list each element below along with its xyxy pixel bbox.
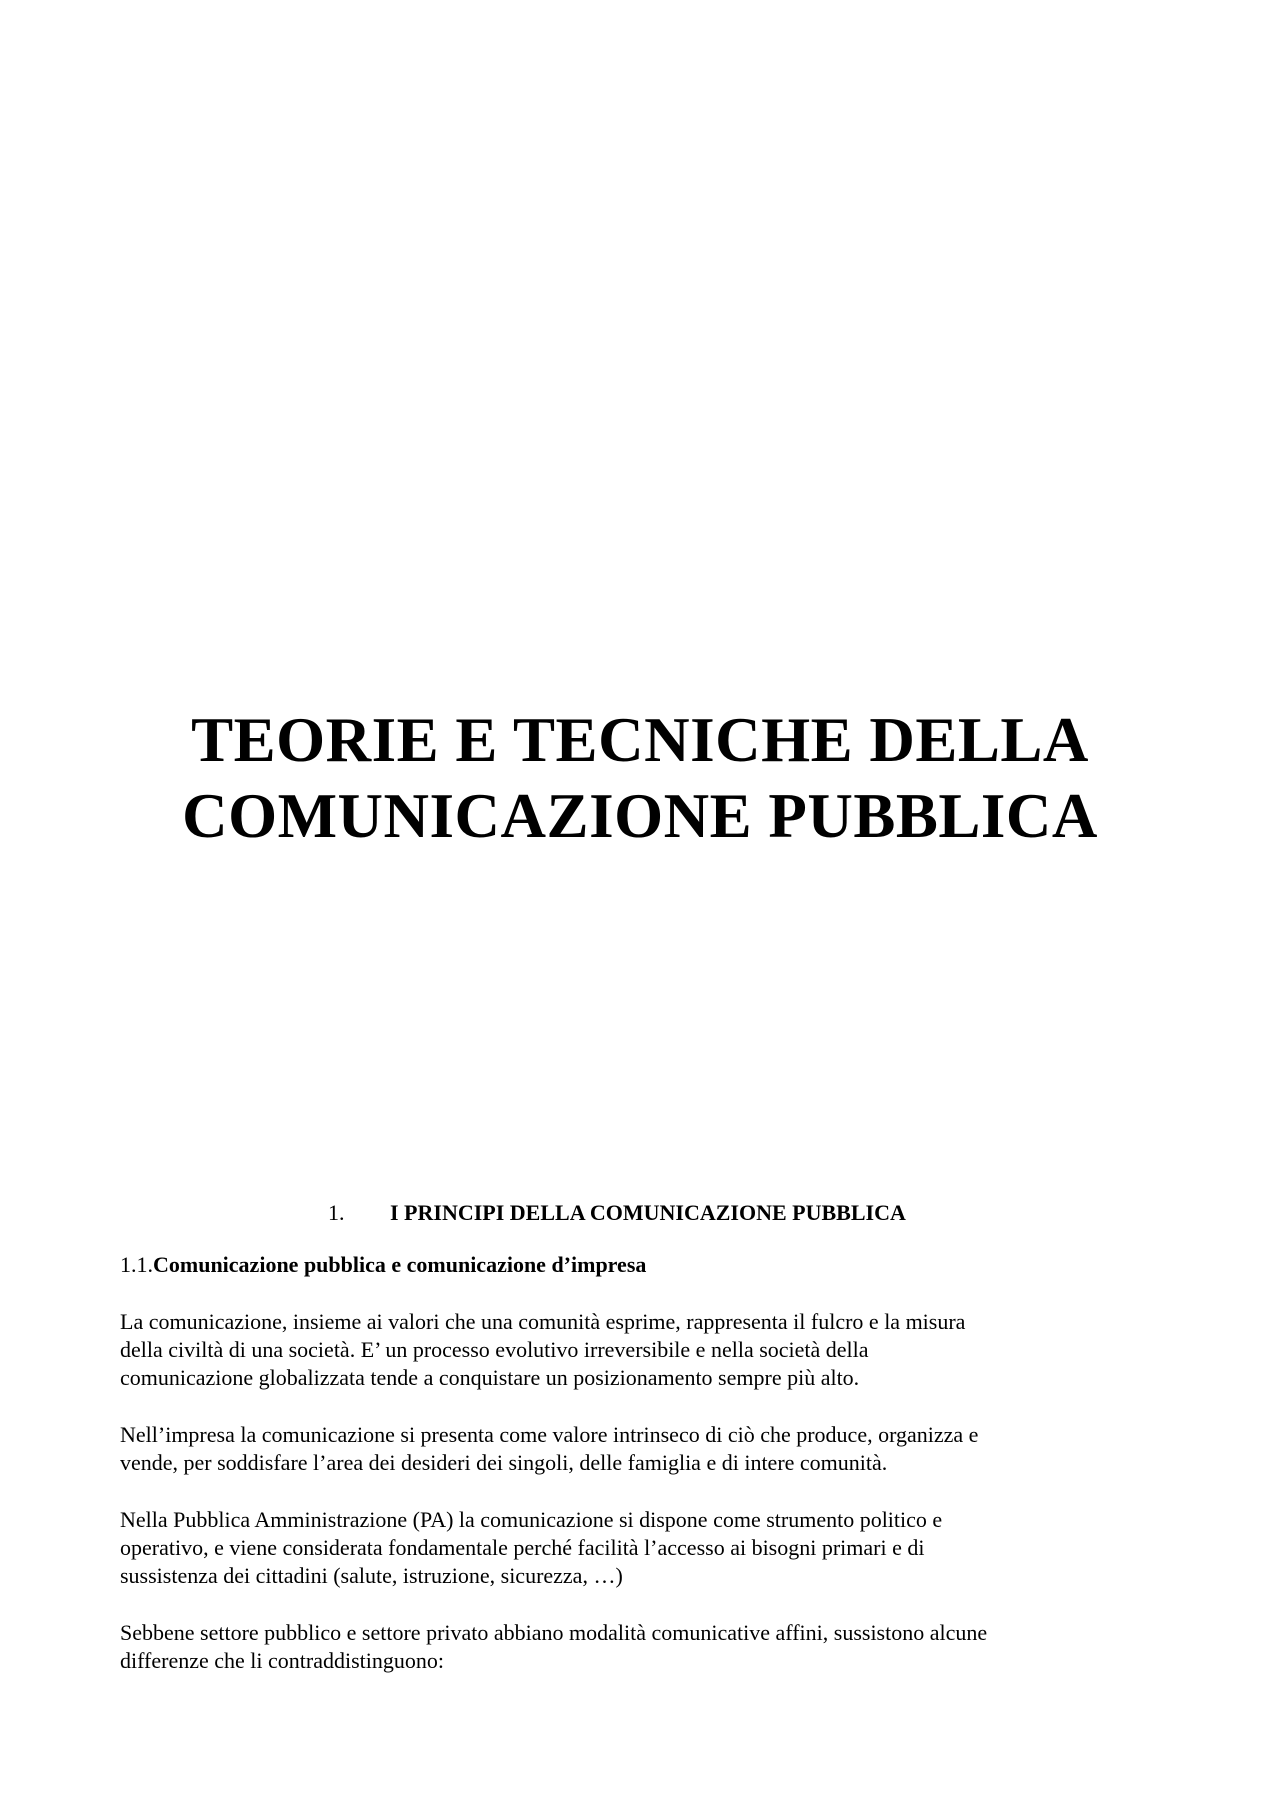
paragraph-line: sussistenza dei cittadini (salute, istruzione, sicurezza, …) <box>120 1563 623 1588</box>
paragraph-line: Nella Pubblica Amministrazione (PA) la comunicazione si dispone come strumento politico e <box>120 1507 943 1532</box>
paragraph-line: Nell’impresa la comunicazione si presenta come valore intrinseco di ciò che produce, organizza e <box>120 1422 979 1447</box>
document-title <box>0 702 1280 854</box>
paragraph-line: differenze che li contraddistinguono: <box>120 1648 444 1673</box>
paragraph-line: della civiltà di una società. E’ un processo evolutivo irreversibile e nella società della <box>120 1337 869 1362</box>
section-heading <box>120 1251 646 1279</box>
paragraph-line: Sebbene settore pubblico e settore privato abbiano modalità comunicative affini, sussistono alcune <box>120 1620 988 1645</box>
paragraph <box>120 1619 1160 1675</box>
chapter-title: I PRINCIPI DELLA COMUNICAZIONE PUBBLICA <box>390 1200 906 1225</box>
paragraph-line: operativo, e viene considerata fondamentale perché facilità l’accesso ai bisogni primari e di <box>120 1535 925 1560</box>
chapter-heading <box>328 1199 906 1227</box>
section-title: Comunicazione pubblica e comunicazione d’impresa <box>153 1252 647 1277</box>
chapter-number: 1. <box>328 1200 345 1225</box>
paragraph <box>120 1308 1160 1392</box>
paragraph-line: comunicazione globalizzata tende a conquistare un posizionamento sempre più alto. <box>120 1365 860 1390</box>
paragraph <box>120 1421 1160 1477</box>
document-title-line: TEORIE E TECNICHE DELLA <box>191 705 1089 775</box>
section-number: 1.1. <box>120 1252 153 1277</box>
paragraph-line: La comunicazione, insieme ai valori che una comunità esprime, rappresenta il fulcro e la misura <box>120 1309 966 1334</box>
document-title-line: COMUNICAZIONE PUBBLICA <box>182 781 1098 851</box>
paragraph-line: vende, per soddisfare l’area dei desideri dei singoli, delle famiglia e di intere comunità. <box>120 1450 888 1475</box>
paragraph <box>120 1506 1160 1590</box>
